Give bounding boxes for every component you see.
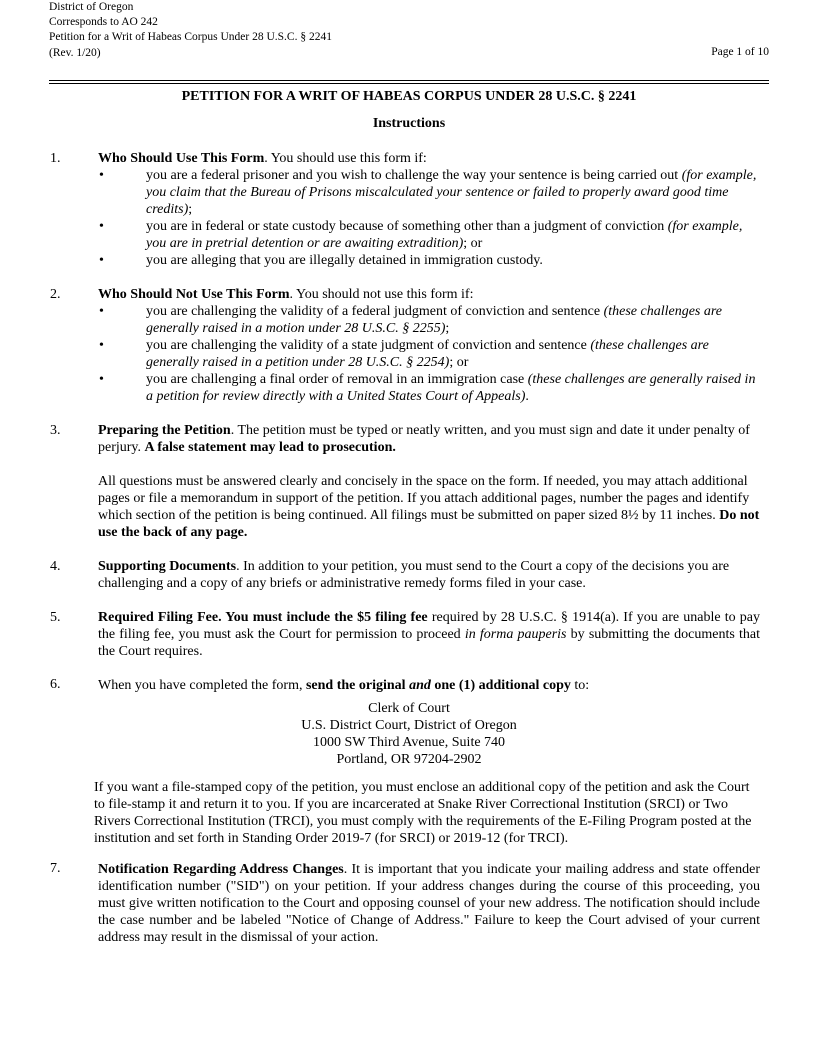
section-2-bullet-2: you are challenging the validity of a state judgment of conviction and sentence (these challenges are generally raised in a petition under 28 U.S.C. § 2254); or bbox=[146, 338, 709, 370]
section-2-heading: Who Should Not Use This Form bbox=[98, 287, 290, 302]
header-revision: (Rev. 1/20) bbox=[49, 46, 101, 59]
section-6-lead: When you have completed the form, send the original and one (1) additional copy to: bbox=[98, 678, 590, 693]
bullet-icon: • bbox=[99, 338, 104, 353]
section-3-paragraph-1: Preparing the Petition. The petition must be typed or neatly written, and you must sign and date it under penalty of perjury. A false statement may lead to prosecution. bbox=[98, 423, 750, 455]
document-title: PETITION FOR A WRIT OF HABEAS CORPUS UNDER 28 U.S.C. § 2241 bbox=[181, 89, 637, 104]
section-3-paragraph-2: All questions must be answered clearly and concisely in the space on the form. If needed, you may attach additional pages or file a memorandum in support of the petition. If you attach additional pages, number the pages and identify which section of the petition is being continued. All filings must be submitted on paper sized 8½ by 11 inches. Do not use the back of any page. bbox=[98, 474, 760, 540]
header-form-title: Petition for a Writ of Habeas Corpus Under 28 U.S.C. § 2241 bbox=[49, 31, 332, 44]
section-6-number: 6. bbox=[50, 677, 61, 692]
mailing-address bbox=[49, 700, 769, 768]
section-2-bullet-1: you are challenging the validity of a federal judgment of conviction and sentence (these challenges are generally raised in a motion under 28 U.S.C. § 2255); bbox=[146, 304, 723, 336]
section-5-number: 5. bbox=[50, 610, 61, 625]
header-form-reference: Corresponds to AO 242 bbox=[49, 16, 158, 29]
section-4-number: 4. bbox=[50, 559, 61, 574]
header-district: District of Oregon bbox=[49, 1, 134, 13]
section-3-heading: Preparing the Petition bbox=[98, 423, 231, 438]
section-6-paragraph-2: If you want a file-stamped copy of the petition, you must enclose an additional copy of the petition and ask the Court to file-stamp it and return it to you. If you are incarcerated at Snake River Correctional Institution (SRCI) or Two Rivers Correctional Institution (TRCI), you must comply with the requirements of the E-Filing Program posted at the institution and set forth in Standing Order 2019-7 (for SRCI) or 2019-12 (for TRCI). bbox=[94, 780, 752, 846]
bullet-icon: • bbox=[99, 304, 104, 319]
section-4-paragraph: Supporting Documents. In addition to your petition, you must send to the Court a copy of the decisions you are challenging and a copy of any briefs or administrative remedy forms filed in your case. bbox=[98, 559, 730, 591]
section-1-number: 1. bbox=[50, 151, 61, 166]
header-divider-top bbox=[49, 80, 769, 81]
section-2-number: 2. bbox=[50, 287, 61, 302]
section-7-number: 7. bbox=[50, 861, 61, 876]
bullet-icon: • bbox=[99, 372, 104, 387]
address-street: 1000 SW Third Avenue, Suite 740 bbox=[312, 735, 506, 750]
bullet-icon: • bbox=[99, 253, 104, 268]
section-1-bullet-3: you are alleging that you are illegally detained in immigration custody. bbox=[146, 253, 543, 268]
address-city: Portland, OR 97204-2902 bbox=[336, 752, 482, 767]
section-5-paragraph: Required Filing Fee. You must include the $5 filing fee required by 28 U.S.C. § 1914(a). If you are unable to pay the filing fee, you must ask the Court for permission to proceed in forma pauperis by submitting the documents that the Court requires. bbox=[98, 610, 761, 659]
section-7-heading: Notification Regarding Address Changes bbox=[98, 862, 344, 877]
section-1-heading: Who Should Use This Form bbox=[98, 151, 265, 166]
section-7-paragraph: Notification Regarding Address Changes. It is important that you indicate your mailing address and state offender identification number ("SID") on your petition. If your address changes during the course of this proceeding, you must give written notification to the Court and opposing counsel of your new address. The notification should include the case number and be labeled "Notice of Change of Address." Failure to keep the Court advised of your current address may result in the dismissal of your action. bbox=[98, 862, 760, 945]
section-2-bullet-3: you are challenging a final order of removal in an immigration case (these challenges are generally raised in a petition for review directly with a United States Court of Appeals). bbox=[146, 372, 756, 404]
page-number: Page 1 of 10 bbox=[711, 46, 769, 58]
bullet-icon: • bbox=[99, 219, 104, 234]
header-divider-bottom bbox=[49, 83, 769, 84]
section-4-heading: Supporting Documents bbox=[98, 559, 237, 574]
section-1-bullet-1: you are a federal prisoner and you wish to challenge the way your sentence is being carried out (for example, you claim that the Bureau of Prisons miscalculated your sentence or failed to properly award good time credits); bbox=[146, 168, 757, 217]
section-2-lead: Who Should Not Use This Form. You should not use this form if: bbox=[98, 287, 474, 302]
address-court: U.S. District Court, District of Oregon bbox=[301, 718, 517, 733]
address-recipient: Clerk of Court bbox=[368, 701, 450, 716]
instructions-heading: Instructions bbox=[372, 116, 446, 131]
section-5-heading: Required Filing Fee bbox=[98, 610, 219, 625]
section-1-bullet-2: you are in federal or state custody because of something other than a judgment of conviction (for example, you are in pretrial detention or are awaiting extradition); or bbox=[146, 219, 743, 251]
document-header bbox=[49, 0, 769, 61]
bullet-icon: • bbox=[99, 168, 104, 183]
section-1-lead: Who Should Use This Form. You should use this form if: bbox=[98, 151, 427, 166]
section-3-number: 3. bbox=[50, 423, 61, 438]
